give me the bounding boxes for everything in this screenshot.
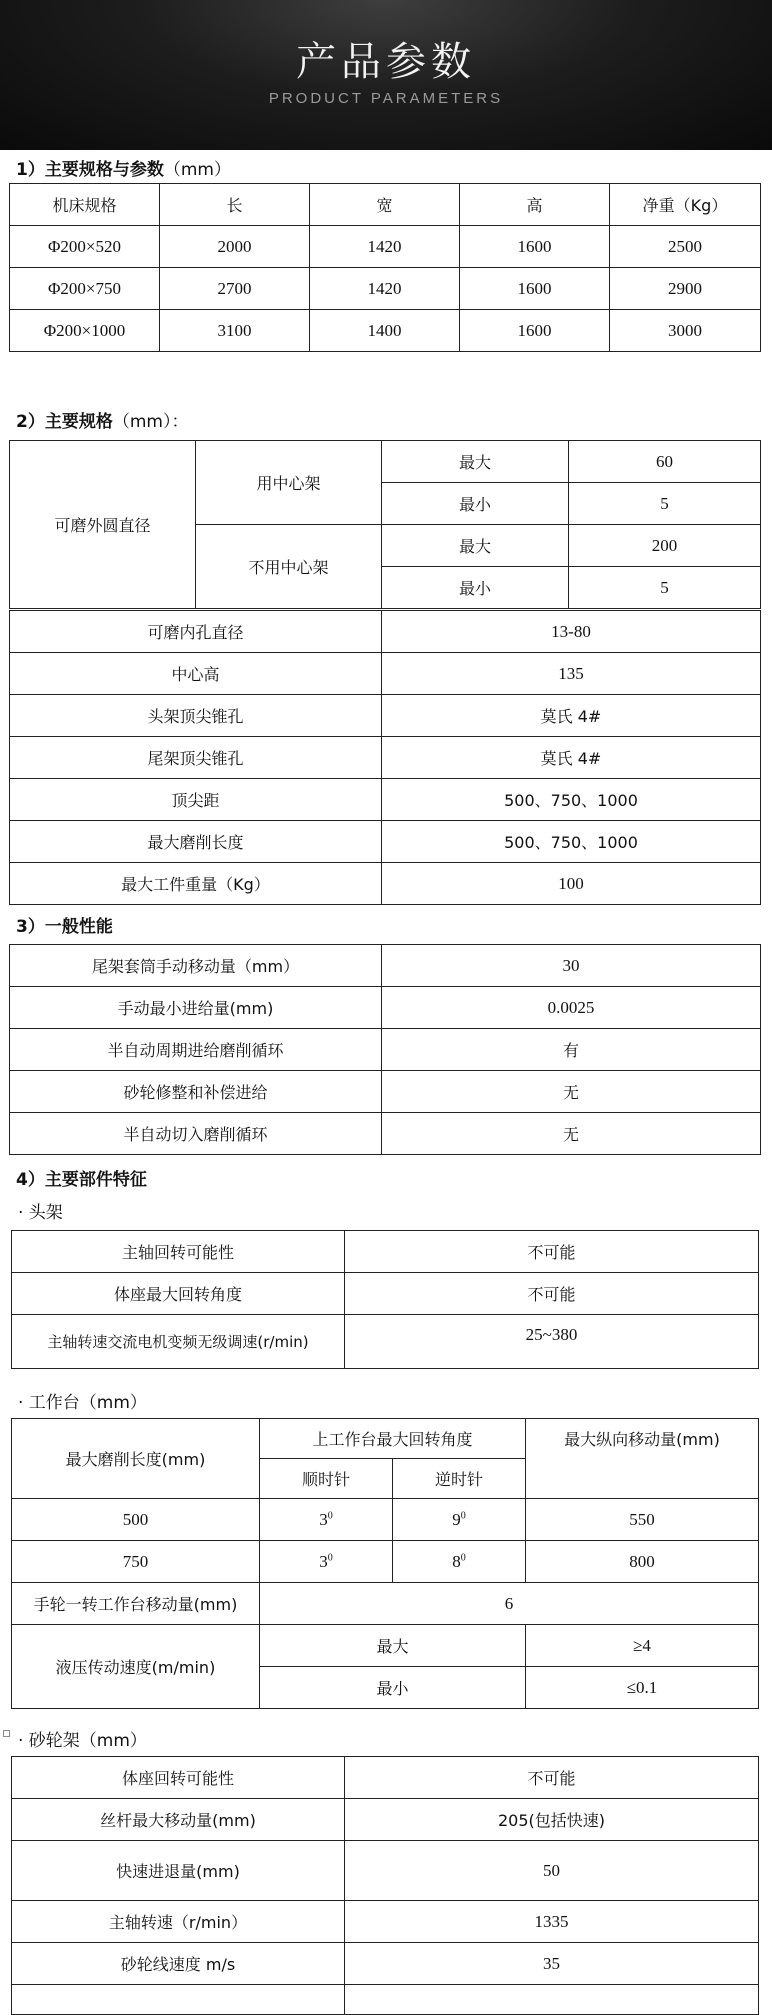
table-cell: 2900: [610, 268, 761, 310]
section-3-heading: 3）一般性能: [16, 917, 113, 937]
rotate-header: 上工作台最大回转角度: [260, 1419, 526, 1459]
table-cell: Φ200×1000: [10, 310, 160, 352]
wheelhead-table: [11, 1756, 759, 2015]
headstock-value: 不可能: [345, 1231, 759, 1273]
od-diameter-table: [9, 440, 761, 609]
travel-cell: 800: [526, 1541, 759, 1583]
table-row: [10, 310, 761, 352]
hydraulic-label: 液压传动速度(m/min): [12, 1625, 260, 1709]
clockwise-cell: $3^0$: [260, 1499, 393, 1541]
wheelhead-label: 砂轮线速度 m/s: [12, 1943, 345, 1985]
without-rest-min: 5: [569, 567, 761, 609]
table-row: [10, 821, 761, 863]
max-label: 最大: [382, 525, 569, 567]
wheelhead-value: 50: [345, 1841, 759, 1901]
table-cell: 1600: [460, 268, 610, 310]
perf-label: 手动最小进给量(mm): [10, 987, 382, 1029]
grind-length-cell: 500: [12, 1499, 260, 1541]
spec-value: 莫氏 4#: [382, 695, 761, 737]
travel-header-blank: [526, 1459, 759, 1499]
table-row: [12, 1499, 759, 1541]
perf-label: 尾架套筒手动移动量（mm）: [10, 945, 382, 987]
table-row: [12, 1315, 759, 1369]
table-row: [12, 1541, 759, 1583]
perf-label: 半自动周期进给磨削循环: [10, 1029, 382, 1071]
min-label: 最小: [260, 1667, 526, 1709]
spec-value: 莫氏 4#: [382, 737, 761, 779]
travel-header: 最大纵向移动量(mm): [526, 1419, 759, 1459]
perf-value: 无: [382, 1071, 761, 1113]
perf-value: 30: [382, 945, 761, 987]
headstock-table: [11, 1230, 759, 1369]
min-label: 最小: [382, 567, 569, 609]
counterclockwise-header: 逆时针: [393, 1459, 526, 1499]
headstock-label: 主轴回转可能性: [12, 1231, 345, 1273]
table-row: [10, 226, 761, 268]
table-cell: 2000: [160, 226, 310, 268]
table-row: [12, 1841, 759, 1901]
table-row: [10, 1071, 761, 1113]
table-row: [10, 779, 761, 821]
header-cell: 高: [460, 184, 610, 226]
table-cell: 1420: [310, 226, 460, 268]
hydraulic-max: ≥4: [526, 1625, 759, 1667]
clockwise-header: 顺时针: [260, 1459, 393, 1499]
perf-value: 无: [382, 1113, 761, 1155]
headstock-value: 25~380: [345, 1315, 759, 1369]
performance-table: [9, 944, 761, 1155]
handwheel-value: 6: [260, 1583, 759, 1625]
table-cell: 1600: [460, 310, 610, 352]
wheelhead-label: 主轴转速（r/min）: [12, 1901, 345, 1943]
wheelhead-value: 35: [345, 1943, 759, 1985]
table-row: [10, 1113, 761, 1155]
table-cell: 1600: [460, 226, 610, 268]
table-row: [10, 945, 761, 987]
od-label: 可磨外圆直径: [10, 441, 196, 609]
table-cell: 2700: [160, 268, 310, 310]
table-cell: 1400: [310, 310, 460, 352]
max-label: 最大: [382, 441, 569, 483]
wheelhead-label: 快速进退量(mm): [12, 1841, 345, 1901]
min-label: 最小: [382, 483, 569, 525]
worktable-subheading: · 工作台（mm）: [18, 1393, 147, 1413]
banner-title: 产品参数: [296, 39, 476, 85]
with-rest-min: 5: [569, 483, 761, 525]
counterclockwise-cell: $8^0$: [393, 1541, 526, 1583]
headstock-label: 主轴转速交流电机变频无级调速(r/min): [12, 1315, 345, 1369]
table-cell: Φ200×750: [10, 268, 160, 310]
spec-label: 最大工件重量（Kg）: [10, 863, 382, 905]
section-2-heading: 2）主要规格（mm）：: [16, 412, 189, 432]
handwheel-label: 手轮一转工作台移动量(mm): [12, 1583, 260, 1625]
table-row: [12, 1799, 759, 1841]
table-row: [12, 1583, 759, 1625]
spec-value: 500、750、1000: [382, 779, 761, 821]
hydraulic-min: ≤0.1: [526, 1667, 759, 1709]
header-cell: 机床规格: [10, 184, 160, 226]
perf-label: 半自动切入磨削循环: [10, 1113, 382, 1155]
main-spec-table: [9, 183, 761, 352]
counterclockwise-cell: $9^0$: [393, 1499, 526, 1541]
table-row: [10, 695, 761, 737]
perf-label: 砂轮修整和补偿进给: [10, 1071, 382, 1113]
spec-label: 中心高: [10, 653, 382, 695]
table-cell: 3000: [610, 310, 761, 352]
header-cell: 净重（Kg）: [610, 184, 761, 226]
table-cell: 2500: [610, 226, 761, 268]
table-cell: 3100: [160, 310, 310, 352]
table-row: [10, 863, 761, 905]
headstock-value: 不可能: [345, 1273, 759, 1315]
section-1-heading: 1）主要规格与参数（mm）: [16, 160, 231, 180]
table-cell: 1420: [310, 268, 460, 310]
without-rest-label: 不用中心架: [196, 525, 382, 609]
clockwise-cell: $3^0$: [260, 1541, 393, 1583]
grind-length-header: 最大磨削长度(mm): [12, 1419, 260, 1499]
worktable-table: [11, 1418, 759, 1709]
header-banner: [0, 0, 772, 150]
spec-label: 最大磨削长度: [10, 821, 382, 863]
spec-value: 100: [382, 863, 761, 905]
headstock-label: 体座最大回转角度: [12, 1273, 345, 1315]
wheelhead-subheading: · 砂轮架（mm）: [18, 1731, 147, 1751]
corner-marker: [3, 1730, 10, 1737]
banner-subtitle: PRODUCT PARAMETERS: [268, 90, 504, 107]
table-row: [12, 1943, 759, 1985]
spec-value: 13-80: [382, 611, 761, 653]
table-row: [10, 268, 761, 310]
spec-table-2: [9, 610, 761, 905]
headstock-subheading: · 头架: [18, 1203, 63, 1223]
wheelhead-value: 不可能: [345, 1757, 759, 1799]
wheelhead-value: 205(包括快速): [345, 1799, 759, 1841]
table-row: [12, 1273, 759, 1315]
table-row: [12, 1757, 759, 1799]
table-row: [12, 1901, 759, 1943]
spec-label: 尾架顶尖锥孔: [10, 737, 382, 779]
spec-label: 头架顶尖锥孔: [10, 695, 382, 737]
header-cell: 长: [160, 184, 310, 226]
table-row: [10, 987, 761, 1029]
with-rest-max: 60: [569, 441, 761, 483]
table-row: [10, 653, 761, 695]
without-rest-max: 200: [569, 525, 761, 567]
header-cell: 宽: [310, 184, 460, 226]
perf-value: 有: [382, 1029, 761, 1071]
spec-value: 500、750、1000: [382, 821, 761, 863]
section-4-heading: 4）主要部件特征: [16, 1170, 147, 1190]
wheelhead-value: 1335: [345, 1901, 759, 1943]
table-row: [10, 1029, 761, 1071]
with-rest-label: 用中心架: [196, 441, 382, 525]
max-label: 最大: [260, 1625, 526, 1667]
table-cell: Φ200×520: [10, 226, 160, 268]
perf-value: 0.0025: [382, 987, 761, 1029]
grind-length-cell: 750: [12, 1541, 260, 1583]
table-row: [12, 1231, 759, 1273]
table-row: [10, 611, 761, 653]
wheelhead-label: 丝杆最大移动量(mm): [12, 1799, 345, 1841]
wheelhead-label: 体座回转可能性: [12, 1757, 345, 1799]
travel-cell: 550: [526, 1499, 759, 1541]
spec-value: 135: [382, 653, 761, 695]
table-row: [10, 737, 761, 779]
spec-label: 顶尖距: [10, 779, 382, 821]
spec-label: 可磨内孔直径: [10, 611, 382, 653]
